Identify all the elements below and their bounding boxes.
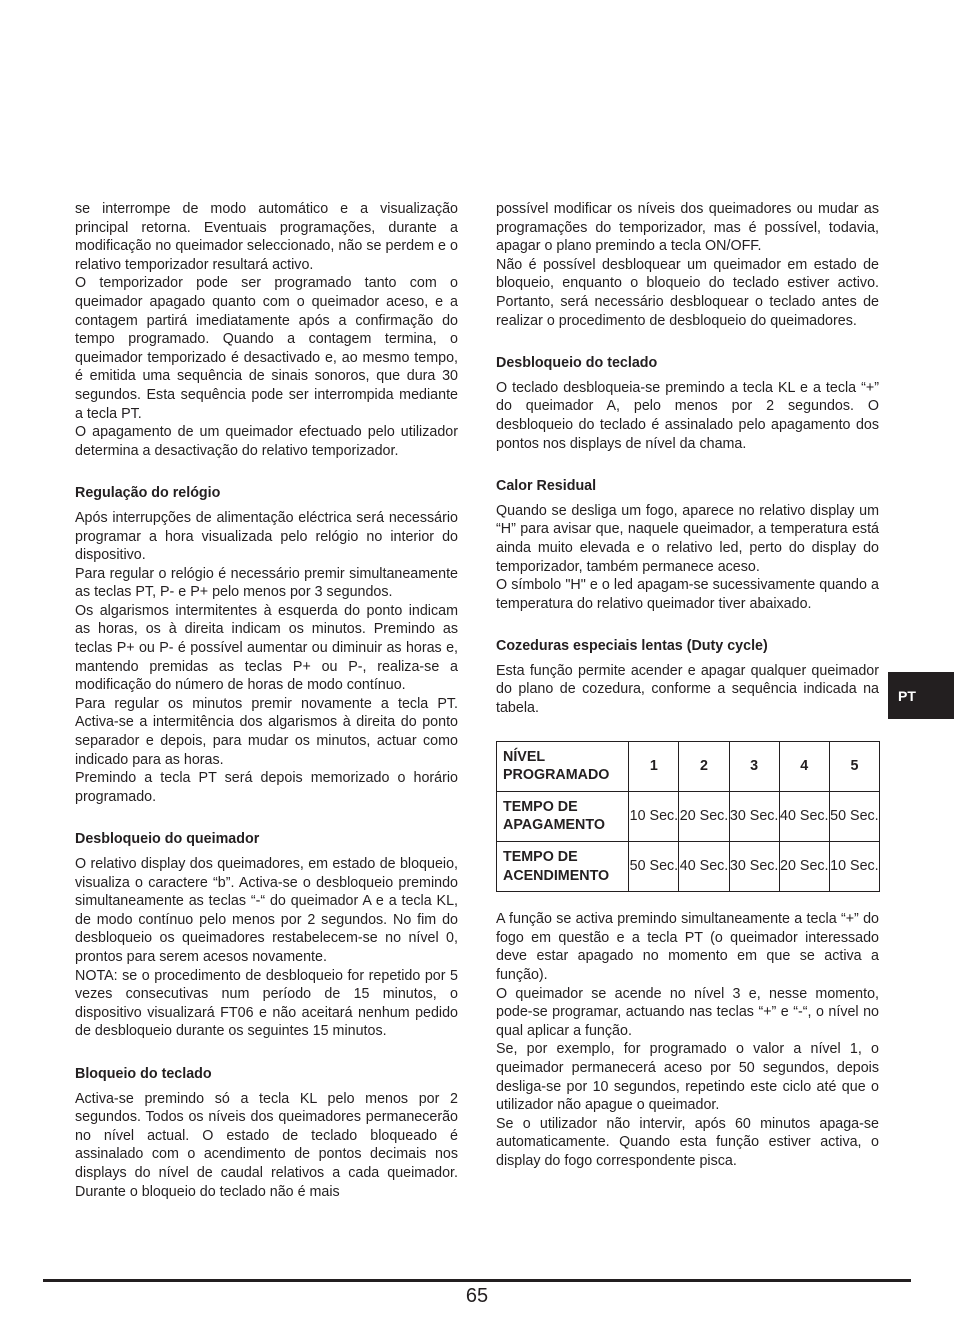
paragraph: O teclado desbloqueia-se premindo a tecla KL e a tecla “+” do queimador A, pelo menos por 2 segundos. O desbloqueio do teclado é assinalado pelo apagamento dos pontos nos displays de nível da chama.	[496, 379, 879, 452]
paragraph: Para regular o relógio é necessário premir simultaneamente as teclas PT, P- e P+ pelo menos por 3 segundos.	[75, 565, 458, 601]
paragraph: Após interrupções de alimentação eléctrica será necessário programar a hora visualizada pelo relógio no interior do dispositivo.	[75, 509, 458, 564]
language-tab: PT	[888, 672, 954, 719]
paragraph: Activa-se premindo só a tecla KL pelo menos por 2 segundos. Todos os níveis dos queimadores permanecerão no nível actual. O estado de teclado bloqueado é assinalado com o acendimento de pontos decimais nos displays do nível de caudal relativos a cada queimador. Durante o bloqueio do teclado não é mais	[75, 1090, 458, 1200]
duty-cycle-table	[496, 741, 880, 893]
table-cell: 40 Sec.	[779, 791, 829, 841]
section-heading-keypad-unlock: Desbloqueio do teclado	[496, 355, 658, 372]
section-heading-clock: Regulação do relógio	[75, 485, 221, 502]
paragraph: Não é possível desbloquear um queimador em estado de bloqueio, enquanto o bloqueio do teclado estiver activo. Portanto, será necessário desbloquear o teclado antes de realizar o procedimento de desbloqueio do queimadores.	[496, 256, 879, 329]
paragraph: O queimador se acende no nível 3 e, nesse momento, pode-se programar, actuando nas teclas “+” e “-“, o nível no qual aplicar a função.	[496, 985, 879, 1039]
paragraph: O apagamento de um queimador efectuado pelo utilizador determina a desactivação do relativo temporizador.	[75, 424, 458, 459]
page-number: 65	[465, 1285, 489, 1307]
paragraph: O símbolo "H" e o led apagam-se sucessivamente quando a temperatura do relativo queimador tiver abaixado.	[496, 577, 879, 612]
paragraph: A função se activa premindo simultaneamente a tecla “+” do fogo em questão e a tecla PT (o queimador interessado deve estar apagado no momento em que se activa a função).	[496, 911, 879, 983]
paragraph: NOTA: se o procedimento de desbloqueio for repetido por 5 vezes consecutivas num período de 15 minutos, o dispositivo visualizará FT06 e não aceitará nenhum pedido de desbloqueio durante os seguintes 15 minutos.	[75, 967, 458, 1040]
table-row-on-time	[497, 842, 880, 892]
table-cell: 10 Sec.	[629, 791, 679, 841]
table-cell: 10 Sec.	[829, 842, 879, 892]
table-cell: 20 Sec.	[779, 842, 829, 892]
paragraph: Os algarismos intermitentes à esquerda do ponto indicam as horas, os à direita indicam os minutos. Premindo as teclas P+ ou P- é possível aumentar ou diminuir as horas e, mantendo premidas as teclas P+ ou P-, realiza-se a modificação do número de horas de modo contínuo.	[75, 602, 458, 694]
table-cell: 20 Sec.	[679, 791, 729, 841]
paragraph: O relativo display dos queimadores, em estado de bloqueio, visualiza o caractere “b”. Activa-se o desbloqueio premindo simultaneamente as teclas “-“ do queimador A e a tecla KL, de modo contínuo pelo menos por 2 segundos. No fim do desbloqueio os queimadores restabelecem-se no nível 0, prontos para serem acesos novamente.	[75, 856, 458, 965]
footer-rule	[43, 1279, 911, 1282]
row-label-off-time: TEMPO DE APAGAMENTO	[497, 791, 629, 841]
table-cell: 4	[779, 741, 829, 791]
table-cell: 40 Sec.	[679, 842, 729, 892]
section-heading-keypad-lock: Bloqueio do teclado	[75, 1065, 212, 1082]
row-label-on-time: TEMPO DE ACENDIMENTO	[497, 842, 629, 892]
table-cell: 50 Sec.	[629, 842, 679, 892]
paragraph: Esta função permite acender e apagar qualquer queimador do plano de cozedura, conforme a sequência indicada na tabela.	[496, 662, 879, 717]
row-label-level: NÍVEL PROGRAMADO	[497, 741, 629, 791]
table-cell: 2	[679, 741, 729, 791]
paragraph: Se, por exemplo, for programado o valor a nível 1, o queimador permanecerá aceso por 50 segundos, depois desliga-se por 10 segundos, repetindo este ciclo até que o utilizador não apague o queimador.	[496, 1041, 879, 1114]
paragraph: Quando se desliga um fogo, aparece no relativo display um “H” para avisar que, naquele queimador, a temperatura está ainda muito elevada e o relativo led, perto do display do temporizador, também permanece aceso.	[496, 502, 879, 575]
section-heading-residual-heat: Calor Residual	[496, 478, 597, 495]
paragraph: possível modificar os níveis dos queimadores ou mudar as programações do temporizador, mas é possível, todavia, apagar o plano premindo a tecla ON/OFF.	[496, 201, 879, 255]
paragraph: Premindo a tecla PT será depois memorizado o horário programado.	[75, 770, 458, 805]
table-cell: 5	[829, 741, 879, 791]
paragraph: Para regular os minutos premir novamente a tecla PT. Activa-se a intermitência dos algarismos à direita do ponto separador e depois, para mudar os minutos, actuar como indicado para as horas.	[75, 695, 458, 768]
section-heading-burner-unlock: Desbloqueio do queimador	[75, 831, 260, 848]
table-cell: 30 Sec.	[729, 842, 779, 892]
table-cell: 1	[629, 741, 679, 791]
table-row-level	[497, 741, 880, 791]
table-cell: 3	[729, 741, 779, 791]
left-column	[75, 200, 458, 1201]
table-cell: 50 Sec.	[829, 791, 879, 841]
right-column	[496, 200, 879, 1171]
table-row-off-time	[497, 791, 880, 841]
table-cell: 30 Sec.	[729, 791, 779, 841]
paragraph: Se o utilizador não intervir, após 60 minutos apaga-se automaticamente. Quando esta função estiver activa, o display do fogo correspondente pisca.	[496, 1115, 879, 1169]
paragraph: se interrompe de modo automático e a visualização principal retorna. Eventuais programações, durante a modificação no queimador seleccionado, não se perdem e o relativo temporizador resultará activo.	[75, 201, 458, 273]
section-heading-duty-cycle: Cozeduras especiais lentas (Duty cycle)	[496, 638, 768, 655]
paragraph: O temporizador pode ser programado tanto com o queimador apagado quanto com o queimador aceso, e a contagem partirá imediatamente após a confirmação do tempo programado. Quando a contagem termina, o queimador temporizado é desactivado e, ao mesmo tempo, é emitida uma sequência de sinais sonoros, que dura 30 segundos. Esta sequência pode ser interrompida mediante a tecla PT.	[75, 275, 458, 422]
